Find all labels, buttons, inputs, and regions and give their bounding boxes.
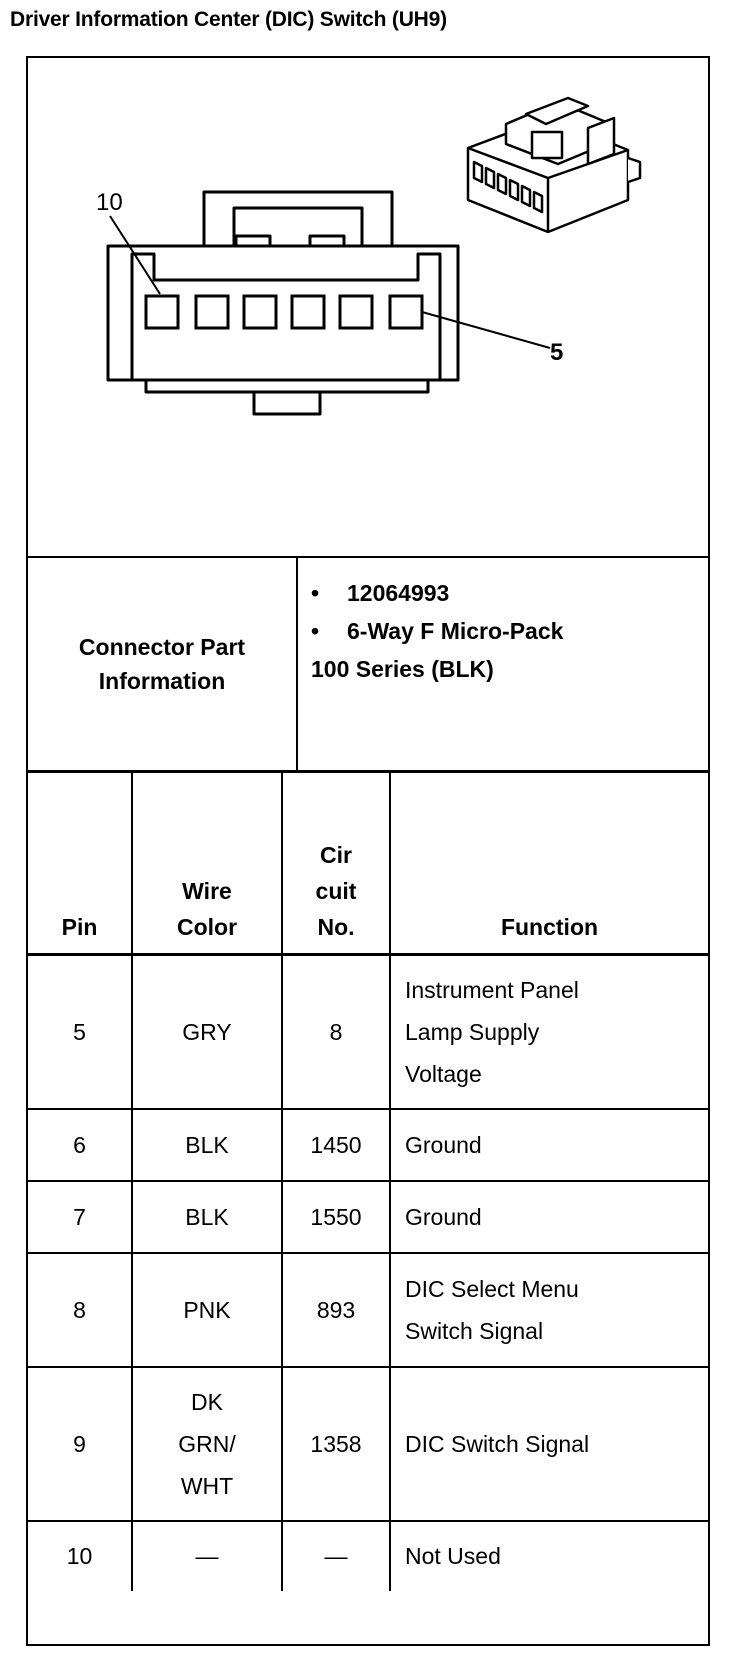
- cell-wire-color: DK GRN/ WHT: [132, 1367, 282, 1521]
- cell-function: Instrument Panel Lamp Supply Voltage: [390, 955, 708, 1109]
- bullet-icon: •: [311, 618, 320, 644]
- pin-table-header: [28, 773, 708, 955]
- cavity-5: [390, 296, 422, 328]
- cell-function: Not Used: [390, 1521, 708, 1591]
- cell-function: DIC Select Menu Switch Signal: [390, 1253, 708, 1367]
- table-row: [28, 1521, 708, 1591]
- cell-pin: 5: [28, 955, 132, 1109]
- cell-circuit: —: [282, 1521, 390, 1591]
- connector-part-info-label: [28, 558, 298, 770]
- cavity-7: [292, 296, 324, 328]
- header-wire-color: Wire Color: [132, 773, 282, 955]
- connector-illustration: [28, 58, 708, 556]
- table-row: [28, 1367, 708, 1521]
- bullet-icon: •: [311, 580, 320, 606]
- pin-table: [28, 773, 708, 1591]
- cavity-10: [146, 296, 178, 328]
- connector-series: 100 Series (BLK): [311, 656, 494, 682]
- callout-10-label: 10: [96, 189, 123, 216]
- cell-pin: 10: [28, 1521, 132, 1591]
- connector-diagram: [28, 58, 708, 558]
- info-label-line1: Connector Part: [78, 634, 246, 660]
- cell-wire-color: PNK: [132, 1253, 282, 1367]
- cell-circuit: 893: [282, 1253, 390, 1367]
- header-circuit: Cir cuit No.: [282, 773, 390, 955]
- cell-function: Ground: [390, 1109, 708, 1181]
- connector-part-info-values: [311, 574, 563, 688]
- table-row: [28, 1253, 708, 1367]
- cell-pin: 8: [28, 1253, 132, 1367]
- cell-circuit: 1550: [282, 1181, 390, 1253]
- cell-circuit: 1358: [282, 1367, 390, 1521]
- connector-frame: [26, 56, 710, 1646]
- cell-pin: 7: [28, 1181, 132, 1253]
- header-function: Function: [390, 773, 708, 955]
- header-pin: Pin: [28, 773, 132, 955]
- cavity-6: [340, 296, 372, 328]
- cell-function: Ground: [390, 1181, 708, 1253]
- cavity-9: [196, 296, 228, 328]
- connector-description: 6-Way F Micro-Pack: [347, 618, 564, 644]
- connector-3d-icon: [468, 98, 640, 232]
- cavity-8: [244, 296, 276, 328]
- cell-function: DIC Switch Signal: [390, 1367, 708, 1521]
- callout-5-label: 5: [550, 339, 564, 366]
- part-number: 12064993: [347, 580, 450, 606]
- cell-wire-color: BLK: [132, 1109, 282, 1181]
- table-row: [28, 1181, 708, 1253]
- cell-circuit: 1450: [282, 1109, 390, 1181]
- table-row: [28, 1109, 708, 1181]
- cell-wire-color: GRY: [132, 955, 282, 1109]
- part-number-row: [311, 574, 563, 612]
- cell-pin: 9: [28, 1367, 132, 1521]
- description-row: [311, 612, 563, 650]
- cell-circuit: 8: [282, 955, 390, 1109]
- cell-pin: 6: [28, 1109, 132, 1181]
- connector-part-info: [28, 558, 708, 773]
- cell-wire-color: —: [132, 1521, 282, 1591]
- cell-wire-color: BLK: [132, 1181, 282, 1253]
- page-title: Driver Information Center (DIC) Switch (UH9): [10, 8, 447, 31]
- table-row: [28, 955, 708, 1109]
- info-label-line2: Information: [98, 668, 226, 694]
